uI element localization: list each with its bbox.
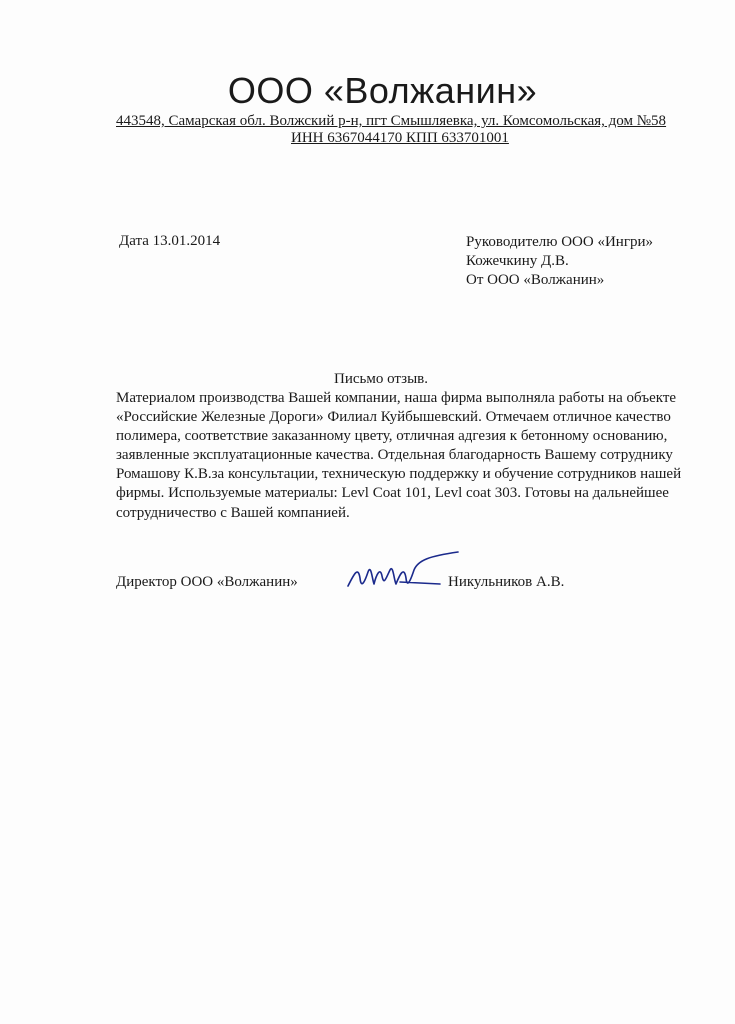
recipient-line: Кожечкину Д.В. [466, 253, 569, 269]
letter-body [116, 389, 696, 523]
signer-name: Никульников А.В. [448, 574, 565, 590]
body-line: заявленные эксплуатационные качества. Отдельная благодарность Вашему сотруднику [116, 447, 673, 464]
company-name: ООО «Волжанин» [227, 70, 538, 111]
company-address: 443548, Самарская обл. Волжский р-н, пгт Смышляевка, ул. Комсомольская, дом №58 [116, 113, 667, 129]
recipient-line: Руководителю ООО «Ингри» [466, 234, 654, 250]
body-line: сотрудничество с Вашей компанией. [116, 504, 350, 521]
letter-date: Дата 13.01.2014 [119, 233, 221, 249]
handwritten-signature [340, 548, 460, 598]
company-inn-kpp: ИНН 6367044170 КПП 633701001 [291, 130, 509, 146]
body-line: фирмы. Используемые материалы: Levl Coat 101, Levl coat 303. Готовы на дальнейшее [116, 485, 669, 502]
signer-position: Директор ООО «Волжанин» [116, 574, 298, 590]
letter-title: Письмо отзыв. [334, 371, 428, 387]
recipient-line: От ООО «Волжанин» [466, 272, 605, 288]
recipient-block [466, 233, 653, 290]
body-line: полимера, соответствие заказанному цвету, отличная адгезия к бетонному основанию, [116, 428, 668, 445]
body-line: Материалом производства Вашей компании, наша фирма выполняла работы на объекте [116, 390, 677, 406]
body-line: Ромашову К.В.за консультации, техническую поддержку и обучение сотрудников нашей [116, 466, 682, 483]
body-line: «Российские Железные Дороги» Филиал Куйбышевский. Отмечаем отличное качество [116, 409, 671, 426]
